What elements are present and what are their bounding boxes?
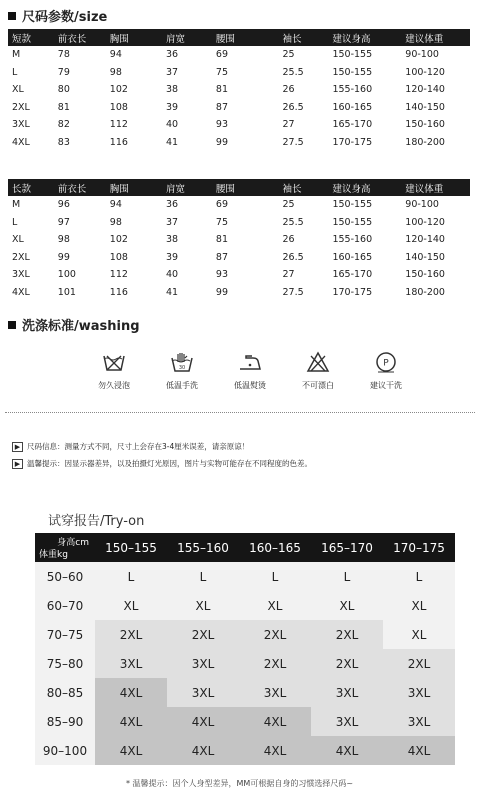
- table-cell: L: [12, 66, 18, 78]
- table-cell: 81: [215, 84, 229, 96]
- size-cell: L: [95, 562, 167, 591]
- size-cell: L: [311, 562, 383, 591]
- wash-label: 低温手洗: [166, 381, 198, 390]
- note-item: [12, 438, 312, 455]
- table-row: [8, 231, 470, 249]
- iron-icon: [237, 350, 263, 374]
- play-box-icon: ▶: [12, 459, 23, 469]
- table-cell: 140-150: [405, 101, 445, 113]
- weight-label: 75–80: [35, 649, 95, 678]
- table-cell: 41: [165, 286, 179, 298]
- table-row: [8, 64, 470, 82]
- table-cell: 3XL: [12, 119, 30, 131]
- size-cell: 4XL: [167, 736, 239, 765]
- table-cell: 140-150: [405, 251, 445, 263]
- table-cell: 93: [215, 269, 229, 281]
- table-cell: 39: [165, 101, 179, 113]
- weight-label: 90–100: [35, 736, 95, 765]
- weight-label: 60–70: [35, 591, 95, 620]
- wash-section-title: [8, 315, 140, 334]
- table-cell: 116: [109, 136, 128, 148]
- table-cell: 25.5: [282, 66, 304, 78]
- table-cell: 41: [165, 136, 179, 148]
- table-cell: XL: [12, 84, 24, 96]
- soak-basin-icon: [101, 350, 127, 374]
- table-header-row: [8, 29, 470, 46]
- size-cell: 2XL: [311, 649, 383, 678]
- dry-clean-icon: [373, 350, 399, 374]
- table-cell: 27: [282, 119, 295, 131]
- table-row: [8, 196, 470, 214]
- note-text: 尺码信息：测量方式不同，尺寸上会存在3-4厘米误差，请亲原谅！: [27, 442, 250, 451]
- table-cell: 87: [215, 101, 229, 113]
- table-cell: 38: [165, 84, 179, 96]
- table-cell: 79: [57, 66, 70, 78]
- table-cell: 108: [109, 251, 128, 263]
- table-cell: 27.5: [282, 286, 304, 298]
- table-cell: 98: [57, 234, 70, 246]
- table-cell: 116: [109, 286, 128, 298]
- svg-text:30: 30: [178, 365, 186, 371]
- table-cell: 98: [109, 216, 122, 228]
- weight-label: 85–90: [35, 707, 95, 736]
- height-axis-label: 身高cm: [57, 538, 89, 548]
- size-cell: XL: [383, 591, 455, 620]
- column-header: 肩宽: [162, 29, 212, 46]
- table-cell: 165-170: [332, 119, 373, 131]
- table-cell: 100: [57, 269, 76, 281]
- table-row: [8, 99, 470, 117]
- size-cell: XL: [311, 591, 383, 620]
- table-row: [8, 134, 470, 152]
- tryon-grid: [35, 533, 455, 765]
- table-cell: 2XL: [12, 101, 30, 113]
- play-box-icon: ▶: [12, 442, 23, 452]
- table-cell: 150-160: [405, 119, 445, 131]
- weight-label: 70–75: [35, 620, 95, 649]
- table-cell: M: [12, 199, 21, 211]
- height-header: 165–170: [311, 533, 383, 562]
- table-cell: 26: [282, 84, 295, 96]
- table-cell: 102: [109, 234, 128, 246]
- table-cell: 36: [165, 199, 179, 211]
- table-cell: 4XL: [12, 286, 30, 298]
- table-cell: 165-170: [332, 269, 373, 281]
- table-cell: 69: [215, 49, 229, 61]
- table-cell: 108: [109, 101, 128, 113]
- table-row: [8, 116, 470, 134]
- wash-item: [284, 350, 352, 391]
- size-cell: 3XL: [167, 678, 239, 707]
- size-cell: XL: [239, 591, 311, 620]
- size-cell: 4XL: [95, 678, 167, 707]
- column-header: 肩宽: [162, 179, 212, 196]
- table-cell: 83: [57, 136, 70, 148]
- size-cell: 2XL: [383, 649, 455, 678]
- table-cell: 26.5: [282, 101, 304, 113]
- size-cell: 3XL: [311, 678, 383, 707]
- column-header: 建议身高: [328, 29, 401, 46]
- table-row: [8, 81, 470, 99]
- column-header: 胸围: [106, 179, 162, 196]
- svg-text:P: P: [383, 358, 389, 369]
- height-header: 170–175: [383, 533, 455, 562]
- short-size-table: [8, 29, 470, 151]
- column-header: 腰围: [212, 29, 279, 46]
- column-header: 短款: [8, 29, 54, 46]
- column-header: 建议体重: [401, 29, 470, 46]
- table-cell: 112: [109, 119, 128, 131]
- wash-label: 不可漂白: [302, 381, 334, 390]
- size-cell: 4XL: [167, 707, 239, 736]
- wash-icons: [80, 350, 420, 391]
- column-header: 袖长: [279, 179, 329, 196]
- size-cell: 3XL: [383, 707, 455, 736]
- column-header: 建议身高: [328, 179, 401, 196]
- table-cell: 150-160: [405, 269, 445, 281]
- size-cell: 2XL: [239, 620, 311, 649]
- wash-label: 勿久浸泡: [98, 381, 130, 390]
- table-cell: 27: [282, 269, 295, 281]
- size-cell: 4XL: [383, 736, 455, 765]
- weight-label: 80–85: [35, 678, 95, 707]
- table-cell: 81: [215, 234, 229, 246]
- table-cell: 36: [165, 49, 179, 61]
- size-cell: 4XL: [239, 736, 311, 765]
- size-cell: 4XL: [311, 736, 383, 765]
- table-cell: 37: [165, 216, 179, 228]
- table-cell: 27.5: [282, 136, 304, 148]
- table-cell: 40: [165, 119, 179, 131]
- table-cell: 26: [282, 234, 295, 246]
- table-cell: 180-200: [405, 286, 445, 298]
- size-cell: 4XL: [95, 736, 167, 765]
- column-header: 胸围: [106, 29, 162, 46]
- table-cell: 150-155: [332, 66, 373, 78]
- size-cell: 2XL: [167, 620, 239, 649]
- table-cell: 2XL: [12, 251, 30, 263]
- table-cell: 102: [109, 84, 128, 96]
- table-cell: 93: [215, 119, 229, 131]
- table-cell: 81: [57, 101, 70, 113]
- size-cell: 2XL: [239, 649, 311, 678]
- table-cell: 100-120: [405, 66, 445, 78]
- table-cell: 120-140: [405, 84, 445, 96]
- size-cell: XL: [383, 620, 455, 649]
- column-header: 袖长: [279, 29, 329, 46]
- table-row: [8, 214, 470, 232]
- table-cell: 101: [57, 286, 76, 298]
- wash-item: [80, 350, 148, 391]
- wash-section-title-text: 洗涤标准/washing: [22, 319, 140, 334]
- wash-item: [216, 350, 284, 391]
- column-header: 长款: [8, 179, 54, 196]
- square-bullet-icon: [8, 321, 16, 329]
- size-cell: 3XL: [95, 649, 167, 678]
- table-cell: XL: [12, 234, 24, 246]
- size-cell: 4XL: [239, 707, 311, 736]
- table-cell: 3XL: [12, 269, 30, 281]
- table-cell: 98: [109, 66, 122, 78]
- table-cell: 37: [165, 66, 179, 78]
- table-cell: 160-165: [332, 251, 373, 263]
- table-header-row: [8, 179, 470, 196]
- table-cell: 170-175: [332, 286, 373, 298]
- wash-item: [148, 350, 216, 391]
- column-header: 前衣长: [54, 29, 106, 46]
- wash-item: [352, 350, 420, 391]
- table-cell: 38: [165, 234, 179, 246]
- table-cell: L: [12, 216, 18, 228]
- table-cell: 150-155: [332, 216, 373, 228]
- wash-label: 建议干洗: [370, 381, 402, 390]
- size-cell: 3XL: [383, 678, 455, 707]
- height-header: 160–165: [239, 533, 311, 562]
- table-cell: 150-155: [332, 49, 373, 61]
- table-cell: 99: [57, 251, 70, 263]
- size-cell: L: [239, 562, 311, 591]
- table-cell: 26.5: [282, 251, 304, 263]
- table-row: [8, 249, 470, 267]
- table-cell: 25: [282, 49, 295, 61]
- table-cell: 90-100: [405, 199, 439, 211]
- table-cell: 100-120: [405, 216, 445, 228]
- height-header: 150–155: [95, 533, 167, 562]
- size-cell: XL: [95, 591, 167, 620]
- table-cell: 87: [215, 251, 229, 263]
- size-section-title-text: 尺码参数/size: [22, 10, 108, 25]
- size-cell: 3XL: [311, 707, 383, 736]
- square-bullet-icon: [8, 12, 16, 20]
- size-cell: 2XL: [311, 620, 383, 649]
- footer-note: * 温馨提示：因个人身型差异，MM可根据自身的习惯选择尺码~: [125, 779, 354, 788]
- table-cell: 40: [165, 269, 179, 281]
- size-cell: L: [167, 562, 239, 591]
- table-cell: 97: [57, 216, 70, 228]
- table-cell: 99: [215, 136, 229, 148]
- column-header: 前衣长: [54, 179, 106, 196]
- size-cell: 2XL: [95, 620, 167, 649]
- table-cell: 90-100: [405, 49, 439, 61]
- hand-wash-icon: [169, 350, 195, 374]
- table-cell: 25: [282, 199, 295, 211]
- tryon-title: 试穿报告/Try-on: [48, 514, 145, 529]
- column-header: 建议体重: [401, 179, 470, 196]
- size-cell: 3XL: [167, 649, 239, 678]
- size-cell: 3XL: [239, 678, 311, 707]
- dotted-divider: [5, 412, 475, 413]
- size-cell: XL: [167, 591, 239, 620]
- size-cell: 4XL: [95, 707, 167, 736]
- weight-label: 50–60: [35, 562, 95, 591]
- notes: [12, 438, 312, 472]
- table-cell: 96: [57, 199, 70, 211]
- column-header: 腰围: [212, 179, 279, 196]
- table-cell: 80: [57, 84, 70, 96]
- table-cell: 39: [165, 251, 179, 263]
- height-header: 155–160: [167, 533, 239, 562]
- table-cell: 82: [57, 119, 70, 131]
- long-size-table: [8, 179, 470, 301]
- size-cell: L: [383, 562, 455, 591]
- table-cell: 120-140: [405, 234, 445, 246]
- table-cell: 94: [109, 49, 122, 61]
- table-cell: 160-165: [332, 101, 373, 113]
- table-cell: 4XL: [12, 136, 30, 148]
- no-bleach-icon: [305, 350, 331, 374]
- table-cell: 155-160: [332, 84, 373, 96]
- table-cell: 69: [215, 199, 229, 211]
- table-cell: 99: [215, 286, 229, 298]
- note-text: 温馨提示：因显示器差异，以及拍摄灯光原因，图片与实物可能存在不同程度的色差。: [27, 459, 312, 468]
- table-cell: 155-160: [332, 234, 373, 246]
- tryon-corner-cell: [35, 533, 95, 562]
- table-row: [8, 266, 470, 284]
- table-cell: M: [12, 49, 21, 61]
- table-cell: 170-175: [332, 136, 373, 148]
- table-cell: 180-200: [405, 136, 445, 148]
- table-cell: 75: [215, 66, 229, 78]
- table-cell: 150-155: [332, 199, 373, 211]
- table-cell: 25.5: [282, 216, 304, 228]
- size-section-title: [8, 6, 107, 25]
- weight-axis-label: 体重kg: [39, 550, 68, 560]
- wash-label: 低温熨烫: [234, 381, 266, 390]
- table-cell: 75: [215, 216, 229, 228]
- table-row: [8, 46, 470, 64]
- table-cell: 78: [57, 49, 70, 61]
- table-cell: 112: [109, 269, 128, 281]
- table-cell: 94: [109, 199, 122, 211]
- table-row: [8, 284, 470, 302]
- note-item: [12, 455, 312, 472]
